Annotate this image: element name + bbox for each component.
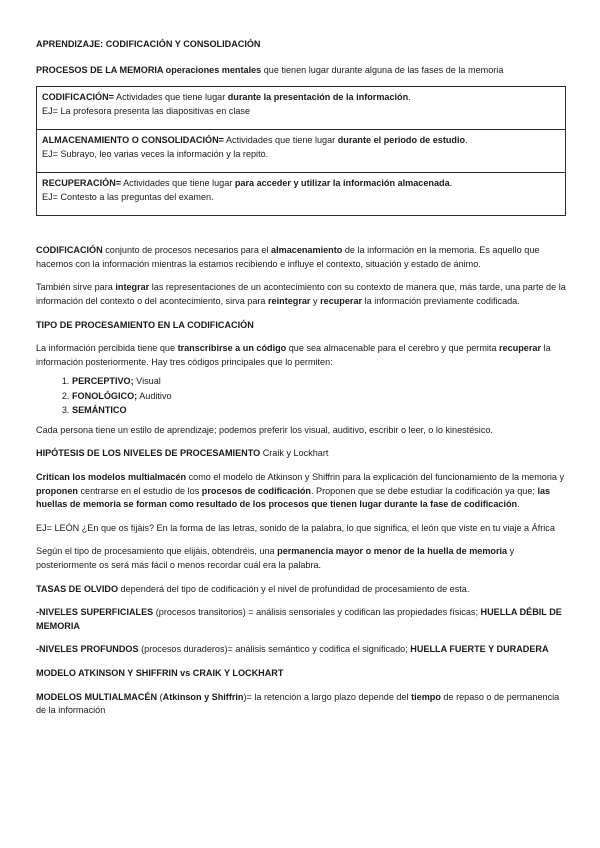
hipotesis-heading: HIPÓTESIS DE LOS NIVELES DE PROCESAMIENTO Craik y Lockhart bbox=[36, 448, 329, 459]
niveles-superficiales-paragraph: -NIVELES SUPERFICIALES (procesos transitorios) = análisis sensoriales y codifican las propiedades físicas; HUELLA DÉBIL DE MEMORIA bbox=[36, 607, 562, 631]
tambien-paragraph: También sirve para integrar las representaciones de un acontecimiento con su contexto de manera que, más tarde, una parte de la información del contexto o del acontecimiento, sirva para reintegrar y recuperar la información previamente codificada. bbox=[36, 282, 566, 306]
phase-example: EJ= La profesora presenta las diapositivas en clase bbox=[42, 105, 251, 116]
niveles-profundos-paragraph: -NIVELES PROFUNDOS (procesos duraderos)= análisis semántico y codifica el significado; HUELLA FUERTE Y DURADERA bbox=[36, 644, 549, 655]
segun-paragraph: Según el tipo de procesamiento que elijáis, obtendréis, una permanencia mayor o menor de la huella de memoria y posteriormente os será más fácil o menos recordar cuál era la palabra. bbox=[36, 546, 515, 570]
procesos-term: PROCESOS DE LA MEMORIA bbox=[36, 64, 164, 75]
operaciones-term: operaciones mentales bbox=[163, 64, 262, 75]
critican-paragraph: Critican los modelos multialmacén como el modelo de Atkinson y Shiffrin para la explicación del funcionamiento de la memoria y proponen centrarse en el estudio de los procesos de codificación. Proponen que se debe estudiar la codificación ya que; las huellas de memoria se forman como resultado de los procesos que tienen lugar durante la fase de codificación. bbox=[36, 472, 565, 510]
codificacion-definition: CODIFICACIÓN conjunto de procesos necesarios para el almacenamiento de la información en la memoria. Es aquello que hacemos con la información mientras la estamos recibiendo e influye el contexto, situación y estado de ánimo. bbox=[36, 245, 540, 269]
list-item: 3. SEMÁNTICO bbox=[72, 403, 566, 418]
list-item: 1. PERCEPTIVO; Visual bbox=[72, 374, 566, 389]
tasas-olvido-paragraph: TASAS DE OLVIDO dependerá del tipo de codificación y el nivel de profundidad de procesamiento de esta. bbox=[36, 583, 470, 594]
phase-example: EJ= Subrayo, leo varias veces la información y la repito. bbox=[42, 148, 269, 159]
phase-almacenamiento: ALMACENAMIENTO O CONSOLIDACIÓN= Actividades que tiene lugar durante el periodo de estudio. EJ= Subrayo, leo varias veces la información y la repito. bbox=[37, 129, 565, 172]
estilo-paragraph: Cada persona tiene un estilo de aprendizaje; podemos preferir los visual, auditivo, escribir o leer, o lo kinestésico. bbox=[36, 424, 493, 435]
multialmacen-paragraph: MODELOS MULTIALMACÉN (Atkinson y Shiffrin)= la retención a largo plazo depende del tiempo de repaso o de permanencia de la información bbox=[36, 691, 560, 716]
modelo-comparison-heading: MODELO ATKINSON Y SHIFFRIN vs CRAIK Y LOCKHART bbox=[36, 667, 284, 678]
document-page bbox=[36, 38, 566, 718]
document-title: APRENDIZAJE: CODIFICACIÓN Y CONSOLIDACIÓN bbox=[36, 39, 261, 49]
tipo-procesamiento-heading: TIPO DE PROCESAMIENTO EN LA CODIFICACIÓN bbox=[36, 319, 254, 330]
phase-codificacion: CODIFICACIÓN= Actividades que tiene lugar durante la presentación de la información. EJ= La profesora presenta las diapositivas en clase bbox=[37, 87, 565, 129]
codigos-list bbox=[36, 374, 566, 418]
memory-phases-table bbox=[36, 86, 566, 216]
list-item: 2. FONOLÓGICO; Auditivo bbox=[72, 389, 566, 404]
phase-example: EJ= Contesto a las preguntas del examen. bbox=[42, 191, 214, 202]
procesos-memoria-paragraph: PROCESOS DE LA MEMORIA operaciones mentales que tienen lugar durante alguna de las fases de la memoria bbox=[36, 64, 504, 75]
leon-example: EJ= LEÓN ¿En que os fijáis? En la forma de las letras, sonido de la palabra, lo que significa, el león que viste en tu viaje a África bbox=[36, 522, 555, 533]
phase-recuperacion: RECUPERACIÓN= Actividades que tiene lugar para acceder y utilizar la información almacenada. EJ= Contesto a las preguntas del examen. bbox=[37, 172, 565, 215]
informacion-percibida-paragraph: La información percibida tiene que transcribirse a un código que sea almacenable para el cerebro y que permita recuperar la información posteriormente. Hay tres códigos principales que lo permiten: bbox=[36, 343, 551, 367]
